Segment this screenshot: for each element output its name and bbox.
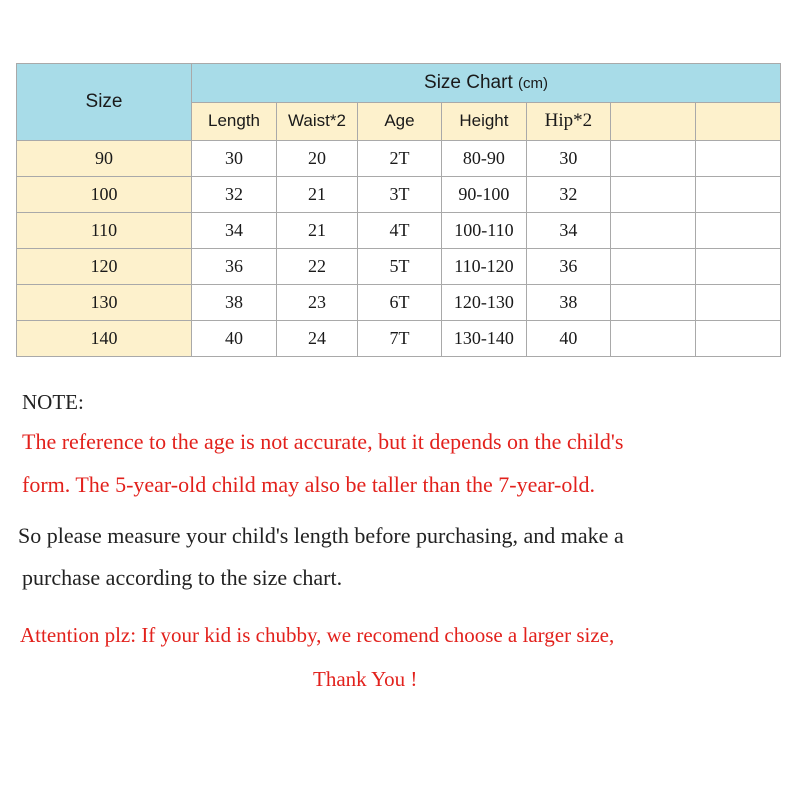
column-header-empty-1 (610, 102, 695, 141)
column-header-height: Height (441, 102, 526, 141)
length-cell: 30 (192, 141, 277, 177)
hip-cell: 36 (526, 249, 610, 285)
table-row (17, 321, 781, 357)
column-header-hip: Hip*2 (526, 102, 610, 141)
length-cell: 38 (192, 285, 277, 321)
waist-cell: 20 (277, 141, 358, 177)
size-cell: 120 (17, 249, 192, 285)
waist-cell: 23 (277, 285, 358, 321)
hip-cell: 34 (526, 213, 610, 249)
height-cell: 110-120 (441, 249, 526, 285)
empty-cell (610, 321, 695, 357)
note-accuracy-line-2: form. The 5-year-old child may also be taller than the 7-year-old. (22, 472, 595, 497)
length-cell: 40 (192, 321, 277, 357)
empty-cell (695, 177, 780, 213)
note-thanks: Thank You ! (313, 667, 418, 691)
age-cell: 4T (357, 213, 441, 249)
table-title-unit: (cm) (518, 74, 548, 92)
empty-cell (610, 249, 695, 285)
height-cell: 130-140 (441, 321, 526, 357)
empty-cell (695, 321, 780, 357)
empty-cell (695, 249, 780, 285)
note-measure-line-1: So please measure your child's length before purchasing, and make a (18, 523, 624, 548)
table-row (17, 213, 781, 249)
waist-cell: 21 (277, 177, 358, 213)
height-cell: 90-100 (441, 177, 526, 213)
age-cell: 6T (357, 285, 441, 321)
empty-cell (695, 141, 780, 177)
note-attention: Attention plz: If your kid is chubby, we recomend choose a larger size, (20, 623, 615, 647)
size-cell: 100 (17, 177, 192, 213)
table-row (17, 141, 781, 177)
age-cell: 7T (357, 321, 441, 357)
empty-cell (610, 213, 695, 249)
table-title-text: Size Chart (424, 71, 513, 93)
age-cell: 2T (357, 141, 441, 177)
column-header-age: Age (357, 102, 441, 141)
table-row (17, 285, 781, 321)
waist-cell: 24 (277, 321, 358, 357)
height-cell: 120-130 (441, 285, 526, 321)
empty-cell (695, 285, 780, 321)
empty-cell (610, 177, 695, 213)
table-row (17, 177, 781, 213)
age-cell: 5T (357, 249, 441, 285)
empty-cell (695, 213, 780, 249)
note-measure-line-2: purchase according to the size chart. (22, 565, 343, 590)
height-cell: 80-90 (441, 141, 526, 177)
age-cell: 3T (357, 177, 441, 213)
length-cell: 34 (192, 213, 277, 249)
waist-cell: 22 (277, 249, 358, 285)
hip-cell: 30 (526, 141, 610, 177)
table-row (17, 249, 781, 285)
height-cell: 100-110 (441, 213, 526, 249)
column-header-empty-2 (695, 102, 780, 141)
size-chart-table (16, 63, 781, 357)
hip-cell: 32 (526, 177, 610, 213)
empty-cell (610, 285, 695, 321)
note-accuracy-line-1: The reference to the age is not accurate, but it depends on the child's (22, 429, 624, 454)
hip-cell: 38 (526, 285, 610, 321)
hip-cell: 40 (526, 321, 610, 357)
length-cell: 32 (192, 177, 277, 213)
column-header-length: Length (192, 102, 277, 141)
length-cell: 36 (192, 249, 277, 285)
waist-cell: 21 (277, 213, 358, 249)
note-heading: NOTE: (22, 390, 84, 414)
size-cell: 140 (17, 321, 192, 357)
table-title (192, 64, 781, 103)
column-header-waist: Waist*2 (277, 102, 358, 141)
empty-cell (610, 141, 695, 177)
size-cell: 90 (17, 141, 192, 177)
size-cell: 130 (17, 285, 192, 321)
size-cell: 110 (17, 213, 192, 249)
size-header: Size (17, 64, 192, 141)
